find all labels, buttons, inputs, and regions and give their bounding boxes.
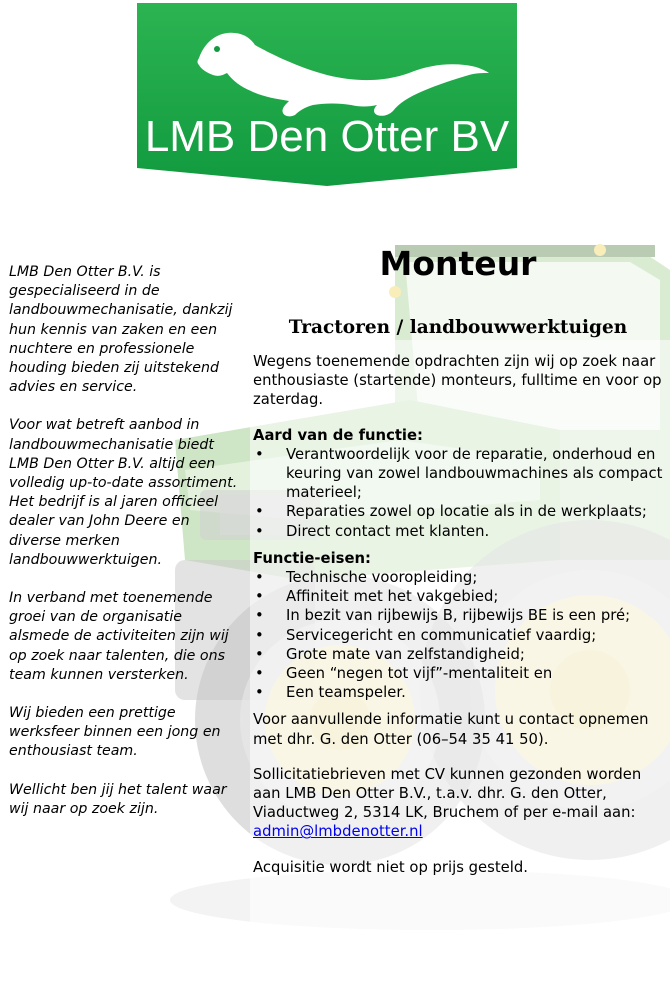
- bullet-icon: •: [255, 503, 264, 521]
- list-item: • Verantwoordelijk voor de reparatie, onderhoud en keuring van zowel landbouwmachines als compact materieel;: [255, 445, 663, 502]
- about-paragraph-4: Wij bieden een prettige werksfeer binnen een jong en enthousiast team.: [9, 705, 221, 760]
- application-info: Sollicitatiebrieven met CV kunnen gezonden worden aan LMB Den Otter B.V., t.a.v. dhr. G. den Otter, Viaductweg 2, 5314 LK, Bruchem of per e-mail aan: admin@lmbdenotter.nl: [253, 765, 642, 841]
- job-intro: Wegens toenemende opdrachten zijn wij op zoek naar enthousiaste (startende) monteurs, fulltime en voor op zaterdag.: [253, 353, 662, 409]
- requirements-list: [253, 568, 665, 702]
- bullet-icon: •: [255, 445, 264, 463]
- job-subtitle: Tractoren / landbouwwerktuigen: [288, 317, 628, 338]
- about-paragraph-2: Voor wat betreft aanbod in landbouwmechanisatie biedt LMB Den Otter B.V. altijd een volledig up-to-date assortiment. Het bedrijf is al jaren officieel dealer van John Deere en diverse merken landbouwwerktuigen.: [9, 417, 238, 568]
- duties-heading: Aard van de functie:: [253, 426, 423, 444]
- bullet-icon: •: [255, 588, 264, 606]
- duties-list: [253, 445, 665, 541]
- list-item: • Reparaties zowel op locatie als in de werkplaats;: [255, 503, 647, 521]
- list-item: • Grote mate van zelfstandigheid;: [255, 645, 525, 663]
- list-item: • Affiniteit met het vakgebied;: [255, 588, 499, 606]
- about-paragraph-5: Wellicht ben jij het talent waar wij naar op zoek zijn.: [9, 781, 227, 817]
- bullet-icon: •: [255, 626, 264, 644]
- about-paragraph-3: In verband met toenemende groei van de organisatie alsmede de activiteiten zijn wij op zoek naar talenten, die ons team kunnen versterken.: [9, 590, 229, 683]
- bullet-icon: •: [255, 569, 264, 587]
- bullet-icon: •: [255, 607, 264, 625]
- company-description: [9, 263, 239, 838]
- bullet-icon: •: [255, 522, 264, 540]
- list-item: • In bezit van rijbewijs B, rijbewijs BE is een pré;: [255, 607, 631, 625]
- contact-info: Voor aanvullende informatie kunt u contact opnemen met dhr. G. den Otter (06–54 35 41 50).: [253, 711, 649, 748]
- bullet-icon: •: [255, 645, 264, 663]
- list-item: • Technische vooropleiding;: [255, 569, 478, 587]
- list-item: • Geen “negen tot vijf”-mentaliteit en: [255, 665, 553, 683]
- bullet-icon: •: [255, 684, 264, 702]
- requirements-heading: Functie-eisen:: [253, 549, 371, 567]
- logo-text: LMB Den Otter BV: [144, 112, 510, 161]
- job-title: Monteur: [379, 244, 537, 283]
- job-description: [253, 352, 665, 893]
- acquisition-note: Acquisitie wordt niet op prijs gesteld.: [253, 858, 528, 876]
- email-link[interactable]: admin@lmbdenotter.nl: [253, 823, 423, 841]
- bullet-icon: •: [255, 665, 264, 683]
- about-paragraph-1: LMB Den Otter B.V. is gespecialiseerd in de landbouwmechanisatie, dankzij hun kennis van zaken en een nuchtere en professionele houding bieden zij uitstekend advies en service.: [9, 264, 233, 396]
- list-item: • Servicegericht en communicatief vaardig;: [255, 626, 597, 644]
- company-logo: [137, 3, 517, 186]
- list-item: • Direct contact met klanten.: [255, 522, 490, 540]
- list-item: • Een teamspeler.: [255, 684, 406, 702]
